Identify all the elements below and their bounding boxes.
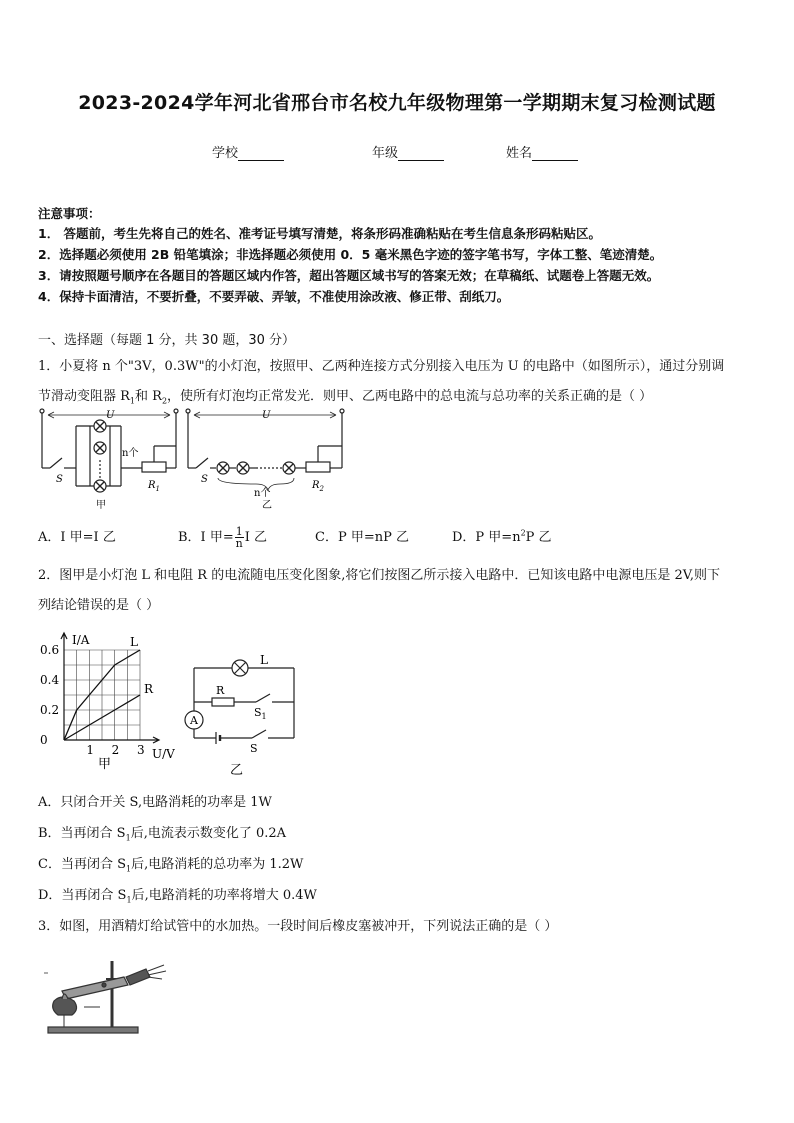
q1-fig-n-label: n个 (254, 488, 271, 499)
q2-option-d[interactable]: D．当再闭合 $S_1$后,电路消耗的功率将增大 0.4W (38, 888, 317, 905)
q1-option-b-den: n (235, 537, 243, 550)
q1-circuit-figure (36, 406, 346, 514)
series-label-L: L (130, 635, 138, 649)
q1-fig-U-label: U (106, 410, 115, 421)
notice-item: 2．选择题必须使用 2B 铅笔填涂；非选择题必须使用 0．5 毫米黑色字迹的签字笔书写，字体工整、笔迹清楚。 (38, 247, 663, 262)
q2-option-b[interactable]: B．当再闭合 $S_1$后,电流表示数变化了 0.2A (38, 826, 287, 843)
q2-option-a[interactable]: A．只闭合开关 S,电路消耗的功率是 1W (38, 795, 272, 810)
q1-fig-R2-label: $R_2$ (312, 480, 324, 493)
q2-option-c[interactable]: C．当再闭合 $S_1$后,电路消耗的总功率为 1.2W (38, 857, 304, 874)
notice-item: 4．保持卡面清洁，不要折叠，不要弄破、弄皱，不准使用涂改液、修正带、刮纸刀。 (38, 289, 510, 304)
notice-heading: 注意事项： (38, 206, 101, 221)
notice-item: 1． 答题前，考生先将自己的姓名、准考证号填写清楚，将条形码准确粘贴在考生信息条形码粘贴区。 (38, 226, 602, 241)
q1-option-c[interactable]: C．P 甲=nP 乙 (315, 530, 409, 545)
q2-circuit-R-label: R (216, 684, 225, 697)
name-blank[interactable] (532, 147, 578, 161)
q3-apparatus-figure (40, 955, 180, 1040)
q2-circuit-ammeter-label: A (190, 714, 198, 727)
q1-option-d[interactable]: D．P 甲$=n^2P$ 乙 (452, 528, 552, 545)
q1-option-b-num: 1 (235, 525, 243, 538)
q2-text-line1: 2．图甲是小灯泡 L 和电阻 R 的电流随电压变化图象,将它们按图乙所示接入电路中．已知该电路中电源电压是 2V,则下 (38, 568, 721, 583)
q1-fig-S-label: S (56, 474, 63, 485)
q1-fig-U-label: U (262, 410, 271, 421)
q1-fig-jia-label: 甲 (96, 500, 106, 511)
y-tick-label: 0.6 (40, 643, 60, 657)
school-label: 学校 (212, 146, 239, 161)
q2-circuit-S-label: S (250, 742, 258, 755)
y-axis-label: I/A (72, 633, 90, 647)
name-field[interactable] (506, 142, 578, 161)
q2-circuit-yi-label: 乙 (230, 763, 244, 778)
q1-text-line2: 节滑动变阻器 $R_1$和 $R_2$，使所有灯泡均正常发光．则甲、乙两电路中的总电流与总功率的关系正确的是（ ） (38, 389, 653, 406)
q1-fig-R1-label: $R_1$ (148, 480, 160, 493)
school-field[interactable] (212, 142, 284, 161)
q2-circuit-figure (180, 650, 305, 778)
grade-label: 年级 (372, 146, 399, 161)
graph-jia-label: 甲 (98, 757, 112, 772)
q1-fig-yi-label: 乙 (262, 500, 272, 511)
q1-option-a[interactable]: A．I 甲=I 乙 (38, 530, 116, 545)
x-axis-label: U/V (152, 747, 175, 761)
page-title: 2023-2024学年河北省邢台市名校九年级物理第一学期期末复习检测试题 (78, 92, 716, 114)
name-label: 姓名 (506, 146, 533, 161)
grade-blank[interactable] (398, 147, 444, 161)
series-label-R: R (144, 682, 154, 696)
y-tick-label: 0 (40, 733, 48, 747)
q2-text-line2: 列结论错误的是（ ） (38, 598, 160, 613)
x-tick-label: 2 (111, 743, 120, 757)
q3-text-line1: 3．如图，用酒精灯给试管中的水加热。一段时间后橡皮塞被冲开，下列说法正确的是（ ） (38, 919, 558, 934)
grade-field[interactable] (372, 142, 444, 161)
section-title: 一、选择题（每题 1 分，共 30 题，30 分） (38, 333, 296, 348)
q2-circuit-S1-label: $S_1$ (254, 706, 267, 721)
q2-iu-graph (38, 628, 183, 776)
x-tick-label: 1 (86, 743, 94, 757)
q2-circuit-L-label: L (260, 653, 268, 667)
notice-item: 3．请按照题号顺序在各题目的答题区域内作答，超出答题区域书写的答案无效；在草稿纸、试题卷上答题无效。 (38, 268, 660, 283)
q1-text-line1: 1．小夏将 n 个"3V，0.3W"的小灯泡，按照甲、乙两种连接方式分别接入电压为 U 的电路中（如图所示），通过分别调 (38, 359, 725, 374)
q1-option-b[interactable]: B．I 甲= $\frac{1}{n}$ I 乙 (178, 525, 267, 550)
q1-fig-n-label: n个 (122, 448, 139, 459)
y-tick-label: 0.2 (40, 703, 60, 717)
q1-fig-S-label: S (201, 474, 208, 485)
y-tick-label: 0.4 (40, 673, 60, 687)
x-tick-label: 3 (137, 743, 145, 757)
school-blank[interactable] (238, 147, 284, 161)
